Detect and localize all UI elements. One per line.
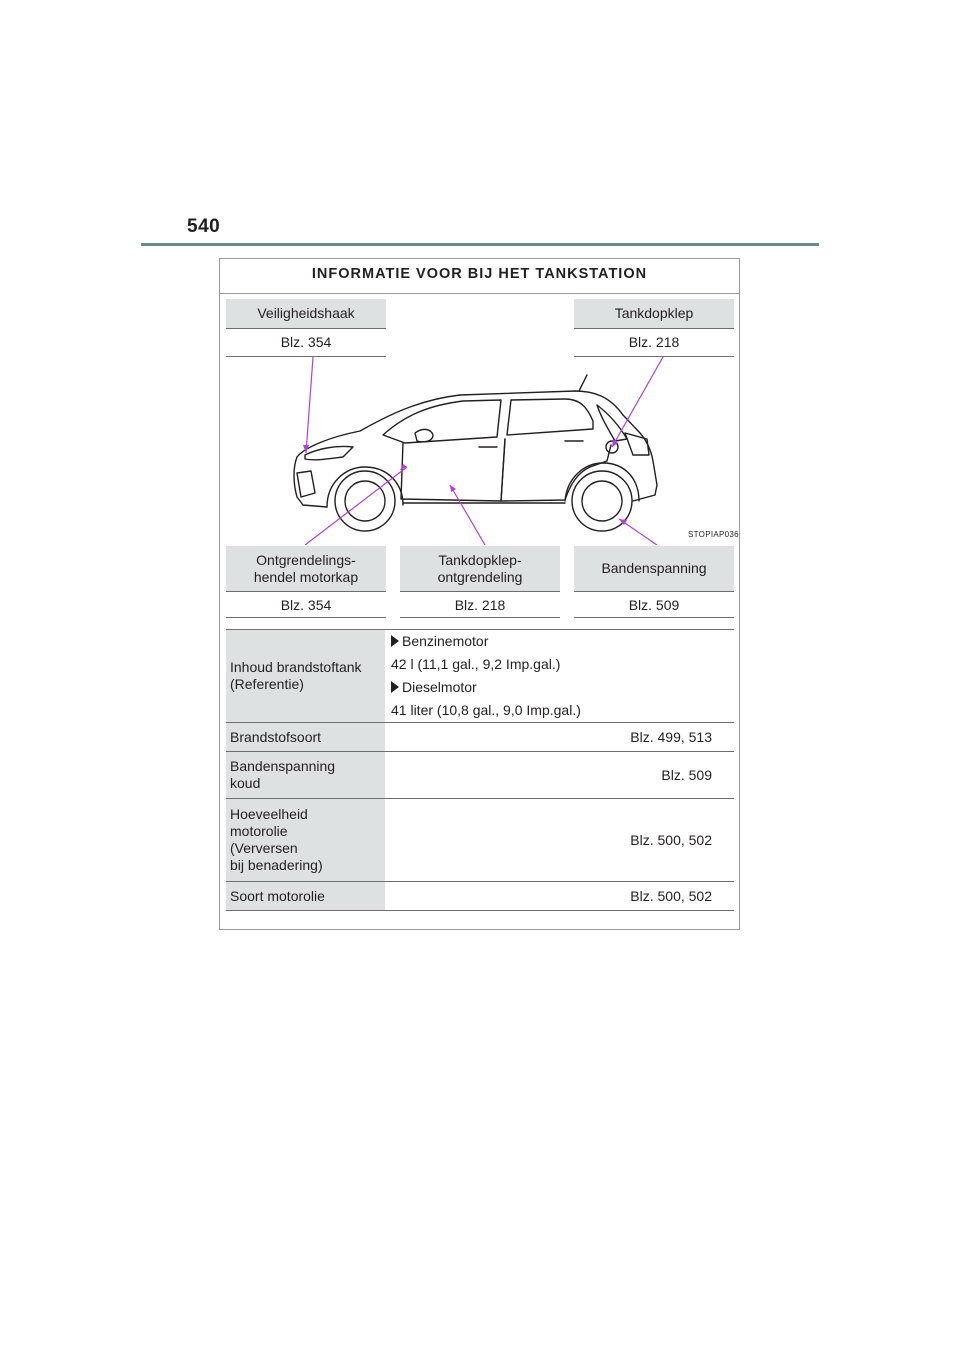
petrol-value: 42 l (11,1 gal., 9,2 Imp.gal.) xyxy=(391,656,561,672)
car-front-wheel xyxy=(335,471,395,531)
spec-value-fuel-capacity xyxy=(385,630,734,722)
car-window-rear xyxy=(507,399,593,435)
diesel-value: 41 liter (10,8 gal., 9,0 Imp.gal.) xyxy=(391,702,581,718)
triangle-bullet-icon xyxy=(391,635,399,647)
spec-row-fuel-type xyxy=(226,723,734,752)
car-grille xyxy=(297,471,315,497)
ref-safety-hook: Blz. 354 xyxy=(226,329,386,357)
spec-label-oil-line1: Hoeveelheid xyxy=(230,806,308,822)
ref-fuel-door-release: Blz. 218 xyxy=(400,592,560,618)
label-fuel-door-release xyxy=(400,546,560,592)
label-tire-pressure xyxy=(574,546,734,592)
page-number: 540 xyxy=(187,216,221,237)
spec-label-fuel-capacity-line1: Inhoud brandstoftank xyxy=(230,659,362,675)
car-illustration xyxy=(235,355,755,545)
ref-tire-pressure: Blz. 509 xyxy=(574,592,734,618)
spec-label-cold-tire-line1: Bandenspanning xyxy=(230,758,336,774)
car-mirror xyxy=(415,429,433,441)
spec-value-fuel-type: Blz. 499, 513 xyxy=(630,728,712,745)
spec-row-oil-capacity xyxy=(226,799,734,882)
ref-fuel-door: Blz. 218 xyxy=(574,329,734,357)
label-fuel-door xyxy=(574,299,734,329)
leader-fuel-door-release xyxy=(450,485,485,545)
spec-row-cold-tire-pressure xyxy=(226,752,734,799)
label-hood-release-line1: Ontgrendelings- xyxy=(256,551,356,568)
label-fuel-door-release-line2: ontgrendeling xyxy=(437,568,523,585)
label-fuel-door-release-line1: Tankdopklep- xyxy=(438,551,522,568)
car-door-rear xyxy=(501,439,611,501)
spec-label-oil-capacity xyxy=(226,799,385,881)
spec-label-cold-tire-line2: koud xyxy=(230,775,261,791)
label-safety-hook xyxy=(226,299,386,329)
spec-label-oil-line2: motorolie xyxy=(230,823,288,839)
car-door-front xyxy=(401,439,505,501)
label-safety-hook-text: Veiligheidshaak xyxy=(257,305,355,321)
spec-row-fuel-capacity xyxy=(226,630,734,723)
petrol-title: Benzinemotor xyxy=(402,633,489,649)
label-fuel-door-text: Tankdopklep xyxy=(614,305,694,321)
triangle-bullet-icon xyxy=(391,681,399,693)
leader-safety-hook xyxy=(306,357,313,453)
spec-label-cold-tire-pressure xyxy=(226,752,385,798)
car-window-quarter xyxy=(597,405,627,441)
illustration-code: STOPIAP036 xyxy=(688,530,739,539)
spec-value-oil-capacity: Blz. 500, 502 xyxy=(630,831,712,848)
spec-table xyxy=(226,629,734,911)
spec-label-fuel-type: Brandstofsoort xyxy=(226,723,385,751)
leader-fuel-door xyxy=(612,357,663,447)
car-rear-arch xyxy=(565,463,639,501)
spec-label-fuel-capacity-line2: (Referentie) xyxy=(230,676,304,692)
spec-label-oil-line3: (Verversen xyxy=(230,840,298,856)
spec-value-cold-tire-pressure: Blz. 509 xyxy=(661,766,712,783)
spec-row-oil-type xyxy=(226,882,734,911)
label-hood-release-line2: hendel motorkap xyxy=(253,568,359,585)
spec-value-oil-type: Blz. 500, 502 xyxy=(630,887,712,904)
car-headlight xyxy=(305,446,353,459)
header-rule xyxy=(141,243,819,246)
diesel-heading xyxy=(391,679,477,696)
label-tire-pressure-text: Bandenspanning xyxy=(601,560,707,576)
frame-title: INFORMATIE VOOR BIJ HET TANKSTATION xyxy=(220,259,739,294)
diesel-title: Dieselmotor xyxy=(402,679,477,695)
ref-hood-release: Blz. 354 xyxy=(226,592,386,618)
spec-label-fuel-capacity xyxy=(226,630,385,722)
label-hood-release xyxy=(226,546,386,592)
spec-label-oil-type: Soort motorolie xyxy=(226,882,385,910)
spec-label-oil-line4: bij benadering) xyxy=(230,857,323,873)
car-antenna xyxy=(579,375,587,391)
car-window-front xyxy=(383,400,501,443)
petrol-heading xyxy=(391,633,488,650)
car-tail-light xyxy=(625,433,649,455)
